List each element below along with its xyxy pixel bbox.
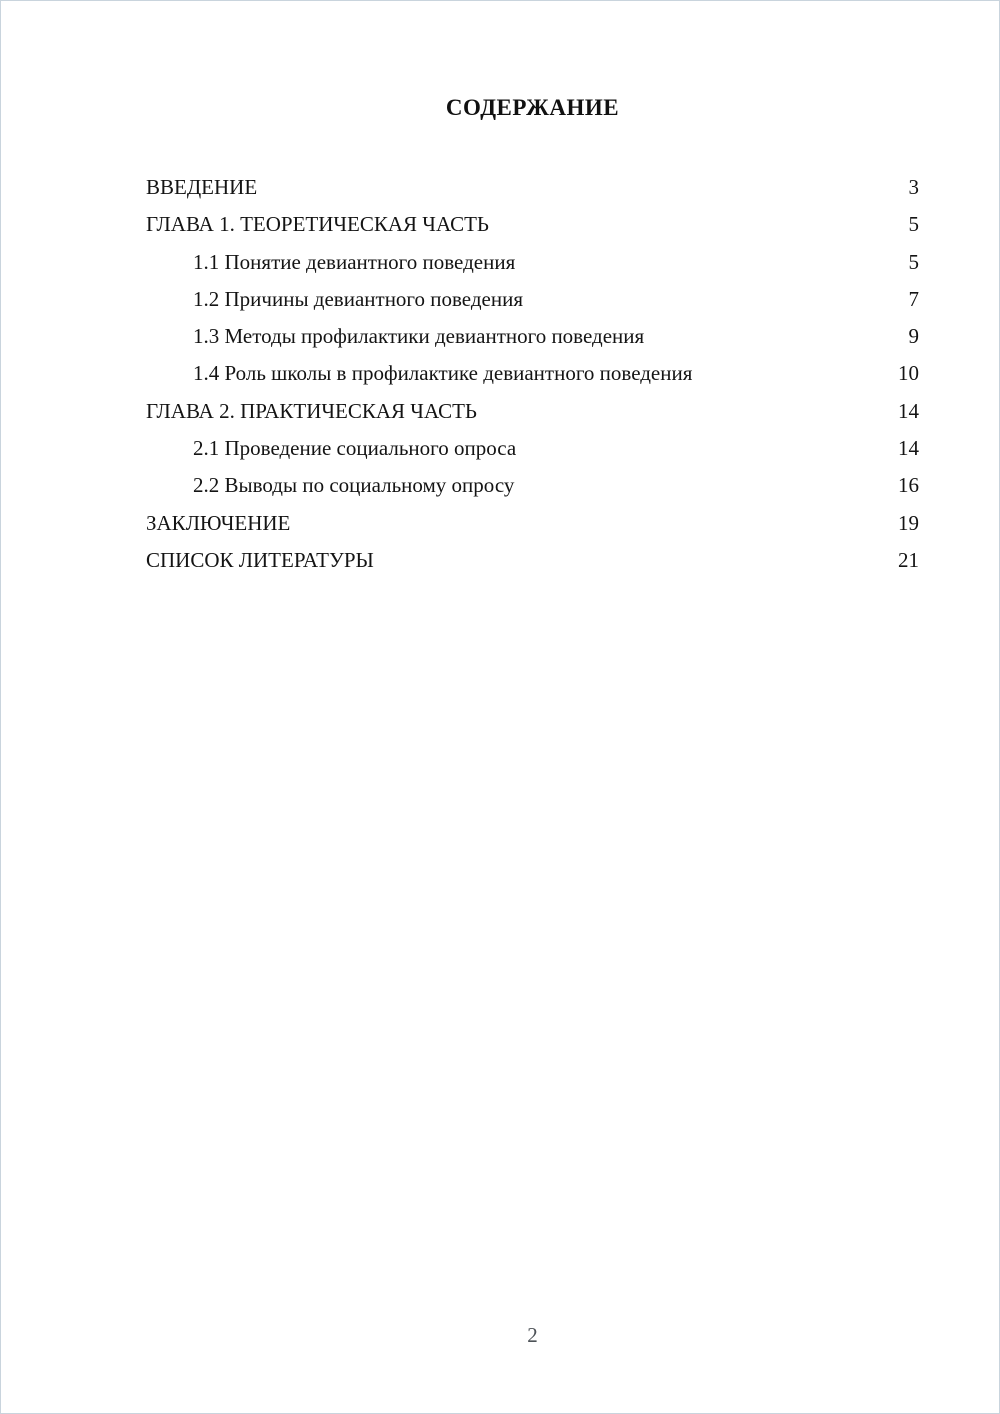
toc-entry-page-number: 14 [898,398,919,423]
toc-entry-label: 1.2 Причины девиантного поведения [193,286,523,311]
toc-entry [146,206,919,243]
toc-entry [146,281,919,318]
toc-entry-label: ЗАКЛЮЧЕНИЕ [146,510,291,535]
footer-page-number: 2 [527,1323,538,1347]
toc-entry [146,355,919,392]
toc-entry-label: 1.4 Роль школы в профилактике девиантного поведения [193,361,693,386]
toc-entry-page-number: 5 [908,212,919,237]
toc-entry-label: 1.3 Методы профилактики девиантного поведения [193,324,645,349]
toc-entry-label: ГЛАВА 1. ТЕОРЕТИЧЕСКАЯ ЧАСТЬ [146,212,489,237]
toc-entry [146,169,919,206]
toc-entry [146,505,919,542]
toc-entry [146,244,919,281]
toc-entry-page-number: 16 [898,473,919,498]
toc-entry-page-number: 7 [908,286,919,311]
toc-entry-page-number: 14 [898,436,919,461]
toc-entry [146,467,919,504]
toc-entry [146,393,919,430]
toc-entry-label: 2.2 Выводы по социальному опросу [193,473,515,498]
toc-entry-page-number: 19 [898,510,919,535]
toc-entry-label: СПИСОК ЛИТЕРАТУРЫ [146,547,374,572]
toc-entry-page-number: 9 [908,324,919,349]
toc-entry [146,430,919,467]
toc-entry [146,318,919,355]
page-title: СОДЕРЖАНИЕ [445,95,620,120]
toc-entry [146,542,919,579]
toc-entry-page-number: 5 [908,249,919,274]
toc-entry-label: ВВЕДЕНИЕ [146,175,258,199]
toc-entry-label: 2.1 Проведение социального опроса [193,436,517,461]
toc-entry-page-number: 21 [898,547,919,572]
toc-entry-label: 1.1 Понятие девиантного поведения [193,249,516,274]
toc-entry-label: ГЛАВА 2. ПРАКТИЧЕСКАЯ ЧАСТЬ [146,398,477,423]
toc-entry-page-number: 10 [898,361,919,386]
toc-entry-page-number: 3 [908,175,919,199]
table-of-contents [146,169,919,579]
